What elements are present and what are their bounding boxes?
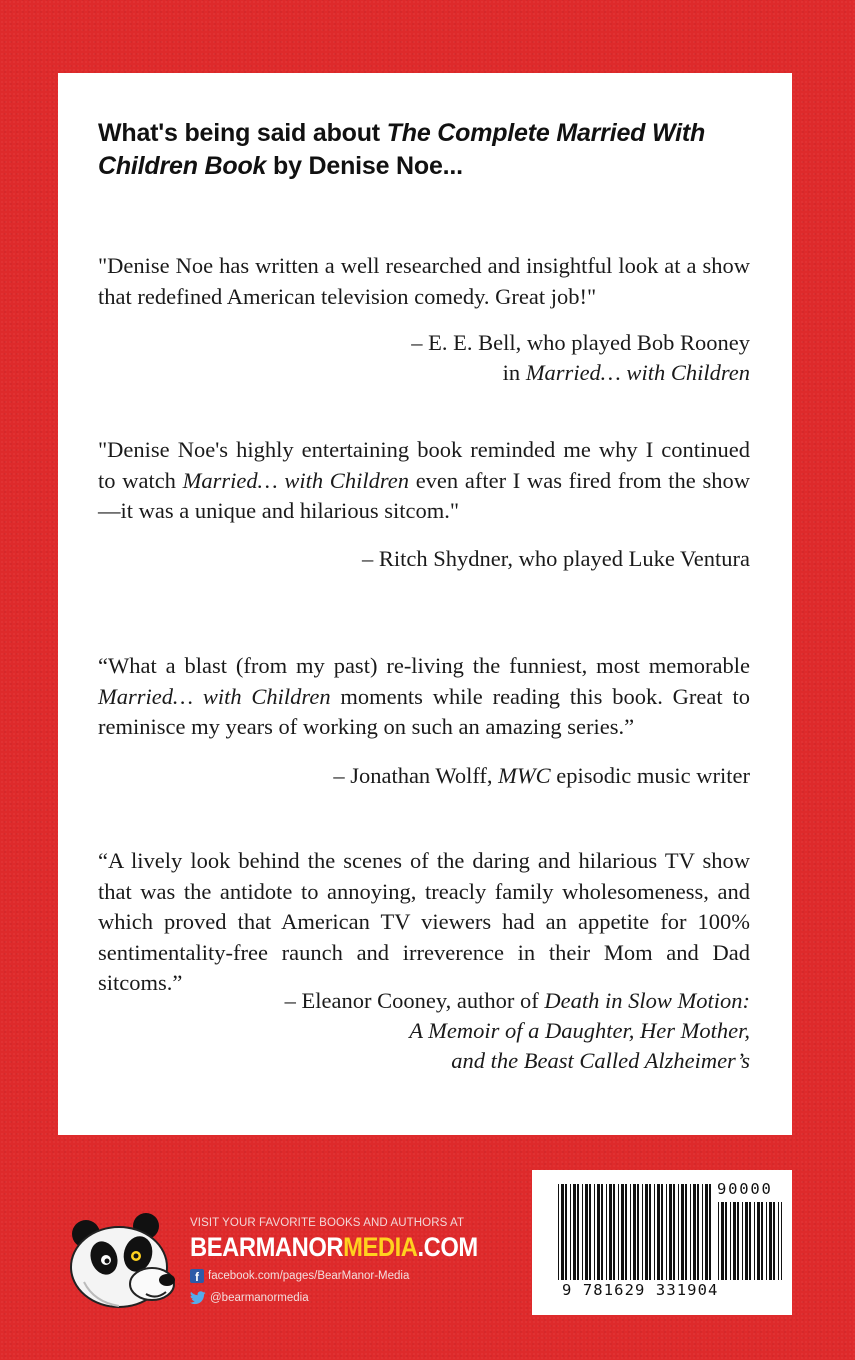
barcode-bar [693,1184,696,1280]
barcode-bar [558,1184,559,1280]
barcode-bar [761,1202,763,1280]
quote-1-attribution: – E. E. Bell, who played Bob Rooney in Married… with Children [411,330,750,385]
facebook-link[interactable]: f facebook.com/pages/BearManor-Media [190,1266,517,1286]
barcode-bar [582,1184,583,1280]
barcode-bar [721,1202,724,1280]
blurb-heading: What's being said about The Complete Married With Children Book by Denise Noe... [98,119,706,180]
barcode-bar [585,1184,588,1280]
barcode-bar [669,1184,672,1280]
barcode-bar [733,1202,736,1280]
barcode-bar [690,1184,691,1280]
barcode-bar [621,1184,624,1280]
barcode-bar [757,1202,760,1280]
book-title: The Complete Married With Children Book [98,119,706,180]
barcode-bar [678,1184,679,1280]
barcode-bar [737,1202,739,1280]
barcode-bar [565,1184,567,1280]
barcode-bar [685,1184,687,1280]
barcode-bar [749,1202,751,1280]
barcode-bar [597,1184,600,1280]
quote-2-attribution: – Ritch Shydner, who played Luke Ventura [362,546,750,571]
barcode-bar [645,1184,648,1280]
barcode-bar [613,1184,615,1280]
barcode-bar [625,1184,627,1280]
barcode-bar [718,1202,719,1280]
quote-2-text: "Denise Noe's highly entertaining book reminded me why I continued to watch Married… with Children even after I was fired from the show—it was a unique and hilarious sitcom." [98,437,750,523]
barcode-bar [637,1184,639,1280]
quote-4-text: “A lively look behind the scenes of the daring and hilarious TV show that was the antidote to annoying, treacly family wholesomeness, and which proved that American TV viewers had an appetite for 100% sentimentality-free raunch and irreverence in their Mom and Dad sitcoms.” [98,848,750,995]
quote-4-attribution: – Eleanor Cooney, author of Death in Slow Motion: A Memoir of a Daughter, Her Mother, and the Beast Called Alzheimer’s [284,988,750,1073]
barcode-bar [725,1202,727,1280]
barcode-bar [577,1184,579,1280]
barcode-bar [666,1184,667,1280]
barcode-bar [657,1184,660,1280]
barcode-bar [697,1184,699,1280]
barcode-bar [561,1184,564,1280]
blurb-panel [58,73,792,1135]
barcode-bar [705,1184,708,1280]
barcode-bar [778,1202,779,1280]
quote-3-attribution: – Jonathan Wolff, MWC episodic music writer [333,763,750,788]
barcode-bar [654,1184,655,1280]
panda-logo-icon [64,1212,179,1312]
facebook-icon: f [190,1269,204,1283]
barcode-bar [754,1202,755,1280]
barcode-bar [730,1202,731,1280]
barcode-bar [742,1202,743,1280]
barcode-bar [649,1184,651,1280]
barcode-bar [745,1202,748,1280]
barcode-bar [601,1184,603,1280]
barcode-bar [773,1202,775,1280]
barcode-bar [594,1184,595,1280]
publisher-block [64,1212,494,1322]
quote-1-text: "Denise Noe has written a well researched and insightful look at a show that redefined American television comedy. Great job!" [98,253,750,309]
barcode-bar [573,1184,576,1280]
publisher-website-link[interactable]: BEARMANORMEDIA.COM [190,1232,478,1262]
barcode-bar [709,1184,711,1280]
barcode-bar [589,1184,591,1280]
barcode-bar [673,1184,675,1280]
barcode-bar [681,1184,684,1280]
visit-tagline: VISIT YOUR FAVORITE BOOKS AND AUTHORS AT [190,1217,465,1229]
isbn-number: 9 781629 331904 [562,1281,719,1299]
barcode-bar [630,1184,631,1280]
barcode-bar [702,1184,703,1280]
barcode-bar [618,1184,619,1280]
twitter-link[interactable]: @bearmanormedia [190,1288,517,1308]
barcode-bar [766,1202,767,1280]
barcode-bar [661,1184,663,1280]
quote-3-text: “What a blast (from my past) re-living the funniest, most memorable Married… with Children moments while reading this book. Great to reminisce my years of working on such an amazing series.” [98,653,750,739]
barcode-bar [769,1202,772,1280]
price-code: 90000 [717,1180,773,1198]
barcode-bar [781,1202,782,1280]
barcode-bar [606,1184,607,1280]
barcode-bar [609,1184,612,1280]
isbn-barcode [532,1170,792,1315]
barcode-bar [633,1184,636,1280]
barcode-bar [642,1184,643,1280]
barcode-bar [570,1184,571,1280]
twitter-bird-icon [190,1291,206,1305]
